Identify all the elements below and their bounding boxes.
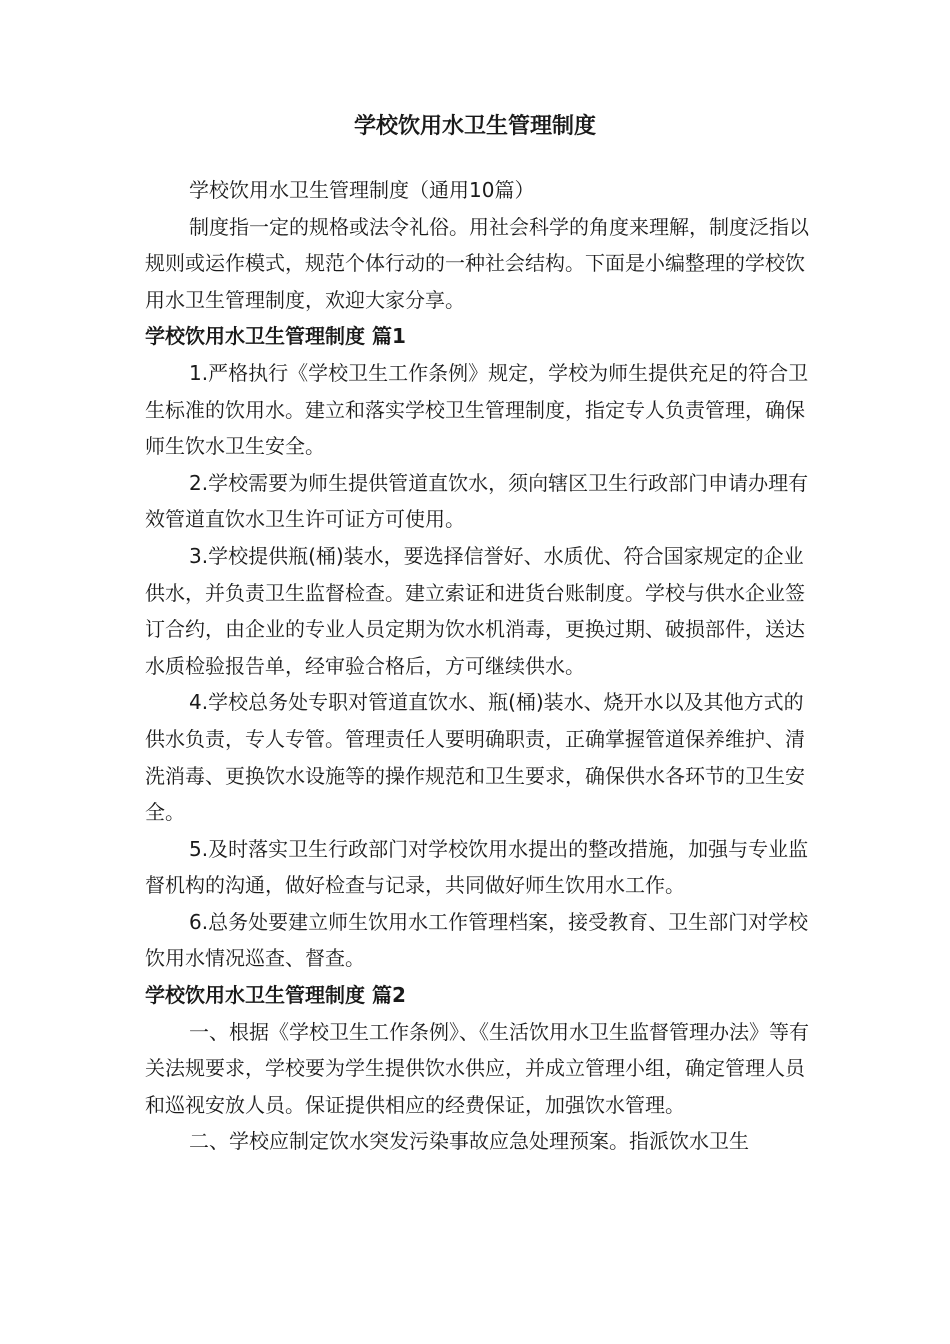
- paragraph: 二、学校应制定饮水突发污染事故应急处理预案。指派饮水卫生: [189, 1129, 749, 1154]
- paragraph: 6.总务处要建立师生饮用水工作管理档案，接受教育、卫生部门对学校饮用水情况巡查、督查。: [145, 909, 809, 971]
- document-body: [145, 172, 811, 1160]
- document-subtitle: 学校饮用水卫生管理制度（通用10篇）: [189, 178, 535, 202]
- paragraph: 1.严格执行《学校卫生工作条例》规定，学校为师生提供充足的符合卫生标准的饮用水。建立和落实学校卫生管理制度，指定专人负责管理，确保师生饮水卫生安全。: [145, 360, 809, 459]
- paragraph: 一、根据《学校卫生工作条例》、《生活饮用水卫生监督管理办法》等有关法规要求，学校要为学生提供饮水供应，并成立管理小组，确定管理人员和巡视安放人员。保证提供相应的经费保证，加强饮水管理。: [145, 1019, 809, 1117]
- paragraph: 3.学校提供瓶(桶)装水，要选择信誉好、水质优、符合国家规定的企业供水，并负责卫生监督检查。建立索证和进货台账制度。学校与供水企业签订合约，由企业的专业人员定期为饮水机消毒，更换过期、破损部件，送达水质检验报告单，经审验合格后，方可继续供水。: [145, 543, 805, 678]
- section-heading: 学校饮用水卫生管理制度 篇1: [145, 324, 406, 349]
- document-title: 学校饮用水卫生管理制度: [353, 114, 596, 139]
- paragraph: 4.学校总务处专职对管道直饮水、瓶(桶)装水、烧开水以及其他方式的供水负责，专人专管。管理责任人要明确职责，正确掌握管道保养维护、清洗消毒、更换饮水设施等的操作规范和卫生要求，确保供水各环节的卫生安全。: [145, 690, 805, 825]
- section-heading: 学校饮用水卫生管理制度 篇2: [145, 983, 406, 1008]
- paragraph: 5.及时落实卫生行政部门对学校饮用水提出的整改措施，加强与专业监督机构的沟通，做好检查与记录，共同做好师生饮用水工作。: [145, 836, 809, 898]
- intro-paragraph: 制度指一定的规格或法令礼俗。用社会科学的角度来理解，制度泛指以规则或运作模式，规范个体行动的一种社会结构。下面是小编整理的学校饮用水卫生管理制度，欢迎大家分享。: [145, 214, 809, 312]
- paragraph: 2.学校需要为师生提供管道直饮水，须向辖区卫生行政部门申请办理有效管道直饮水卫生许可证方可使用。: [145, 470, 809, 532]
